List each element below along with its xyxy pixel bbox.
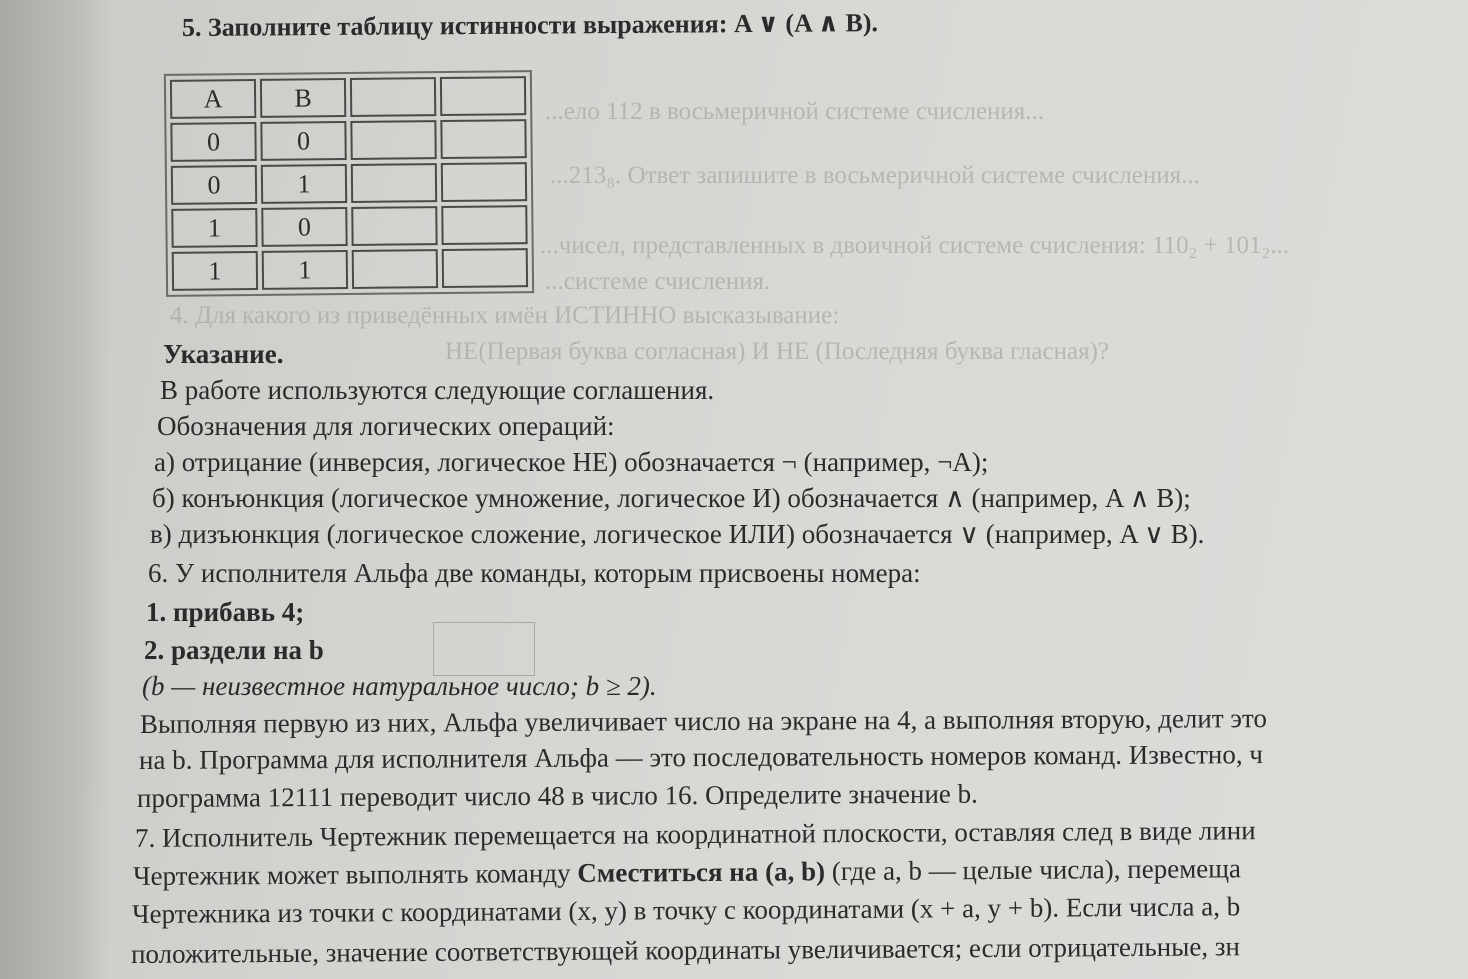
- table-cell: [351, 206, 437, 246]
- table-cell: 0: [170, 122, 256, 162]
- table-row: [170, 119, 526, 162]
- table-cell: [441, 162, 527, 202]
- ghost-text: 4. Для какого из приведённых имён ИСТИННО высказывание:: [170, 302, 840, 329]
- task7-command-bold: Сместиться на (a, b): [577, 856, 826, 888]
- table-header-cell: [440, 76, 526, 116]
- table-cell: [351, 163, 437, 203]
- task7-paragraph: Чертежника из точки с координатами (x, y) в точку с координатами (x + a, y + b). Если числа a, b: [131, 891, 1241, 929]
- table-cell: 0: [260, 121, 346, 161]
- hint-item-disjunction: в) дизъюнкция (логическое сложение, логическое ИЛИ) обозначается ∨ (например, A ∨ B).: [150, 519, 1205, 549]
- table-row: [171, 205, 527, 248]
- table-cell: [440, 119, 526, 159]
- task6-command-1: 1. прибавь 4;: [146, 597, 305, 627]
- ghost-text: ...системе счисления.: [545, 268, 771, 295]
- table-row: [170, 76, 526, 119]
- hint-item-conjunction: б) конъюнкция (логическое умножение, логическое И) обозначается ∧ (например, A ∧ B);: [152, 483, 1191, 513]
- task5-title: 5. Заполните таблицу истинности выражения: A ∨ (A ∧ B).: [181, 8, 879, 42]
- task7-text: (где a, b — целые числа), перемеща: [824, 853, 1242, 887]
- page-margin-shadow: [0, 0, 110, 979]
- table-row: [172, 248, 528, 291]
- task7-paragraph: положительные, значение соответствующей координаты увеличивается; если отрицательные, зн: [130, 931, 1241, 969]
- hint-item-negation: а) отрицание (инверсия, логическое НЕ) обозначается ¬ (например, ¬A);: [154, 447, 989, 477]
- task6-command-2: 2. раздели на b: [144, 635, 324, 665]
- ghost-text: ...213₈. Ответ запишите в восьмеричной системе счисления...: [550, 162, 1200, 189]
- task7-paragraph: [133, 852, 1241, 892]
- table-row: [171, 162, 527, 205]
- task6-paragraph: Выполняя первую из них, Альфа увеличивает число на экране на 4, а выполняя вторую, делит это: [139, 703, 1267, 739]
- task7-text: Чертежник может выполнять команду: [132, 857, 578, 891]
- table-cell: [350, 120, 436, 160]
- table-cell: 0: [171, 165, 257, 205]
- table-header-cell: [350, 77, 436, 117]
- table-cell: 1: [171, 208, 257, 248]
- truth-table: [164, 70, 534, 297]
- table-cell: [442, 248, 528, 288]
- hint-line: Обозначения для логических операций:: [157, 411, 615, 441]
- task6-intro: 6. У исполнителя Альфа две команды, которым присвоены номера:: [148, 558, 921, 588]
- ghost-text: ...ело 112 в восьмеричной системе счисления...: [545, 98, 1045, 125]
- hint-heading: Указание.: [163, 339, 284, 369]
- ghost-text: ...чисел, представленных в двоичной системе счисления: 110₂ + 101₂...: [540, 232, 1289, 259]
- ghost-text: НЕ(Первая буква согласная) И НЕ (Последняя буква гласная)?: [445, 338, 1110, 365]
- table-header-cell: A: [170, 79, 256, 119]
- task7-paragraph: 7. Исполнитель Чертежник перемещается на координатной плоскости, оставляя след в виде лини: [134, 815, 1256, 853]
- table-cell: [352, 249, 438, 289]
- task6-paragraph: на b. Программа для исполнителя Альфа — это последовательность номеров команд. Известно, ч: [138, 739, 1263, 775]
- table-cell: 1: [261, 164, 347, 204]
- task6-note: (b — неизвестное натуральное число; b ≥ 2).: [142, 671, 657, 701]
- table-cell: 1: [262, 250, 348, 290]
- answer-box-faint: [433, 622, 535, 676]
- table-cell: 1: [172, 251, 258, 291]
- hint-line: В работе используются следующие соглашения.: [160, 375, 715, 405]
- table-cell: 0: [261, 207, 347, 247]
- table-header-cell: B: [260, 78, 346, 118]
- task6-paragraph: программа 12111 переводит число 48 в число 16. Определите значение b.: [136, 778, 978, 813]
- table-cell: [441, 205, 527, 245]
